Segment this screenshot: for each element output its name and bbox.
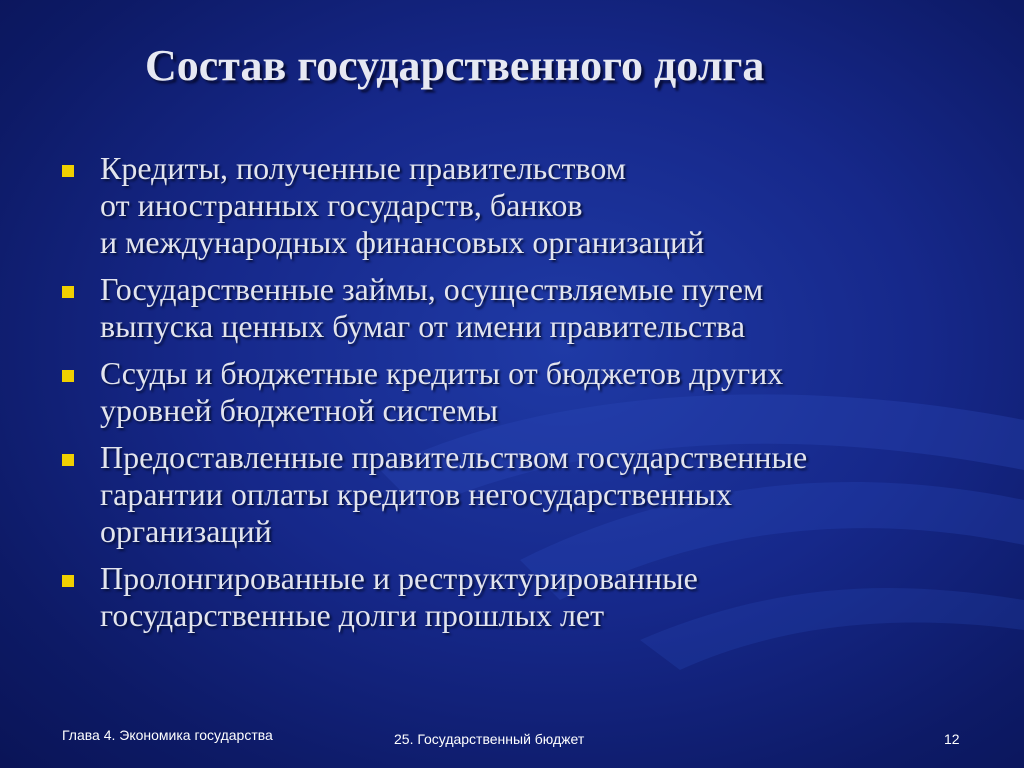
square-bullet-icon: [62, 370, 74, 382]
bullet-text-line: гарантии оплаты кредитов негосударственных: [100, 476, 733, 512]
square-bullet-icon: [62, 286, 74, 298]
bullet-text-line: государственные долги прошлых лет: [100, 597, 605, 633]
square-bullet-icon: [62, 165, 74, 177]
bullet-text-line: от иностранных государств, банков: [100, 187, 583, 223]
bullet-text-line: организаций: [100, 513, 272, 549]
footer-section: 25. Государственный бюджет: [394, 731, 585, 747]
bullet-item-guarantees: [62, 439, 1002, 550]
square-bullet-icon: [62, 575, 74, 587]
square-bullet-icon: [62, 454, 74, 466]
bullet-list: [62, 150, 1002, 644]
bullet-text-line: Ссуды и бюджетные кредиты от бюджетов других: [100, 355, 784, 391]
bullet-item-budget-credits: [62, 355, 1002, 429]
footer-chapter: Глава 4. Экономика государства: [62, 727, 273, 743]
bullet-item-credits: [62, 150, 1002, 261]
bullet-text-line: Пролонгированные и реструктурированные: [100, 560, 698, 596]
bullet-text-line: уровней бюджетной системы: [100, 392, 498, 428]
bullet-text-line: выпуска ценных бумаг от имени правительства: [100, 308, 746, 344]
bullet-item-loans: [62, 271, 1002, 345]
slide-number: 12: [944, 731, 960, 747]
slide-title: Состав государственного долга: [145, 41, 765, 90]
bullet-text-line: и международных финансовых организаций: [100, 224, 705, 260]
bullet-text-line: Кредиты, полученные правительством: [100, 150, 626, 186]
bullet-text-line: Предоставленные правительством государственные: [100, 439, 808, 475]
bullet-text-line: Государственные займы, осуществляемые путем: [100, 271, 764, 307]
bullet-item-restructured-debts: [62, 560, 1002, 634]
